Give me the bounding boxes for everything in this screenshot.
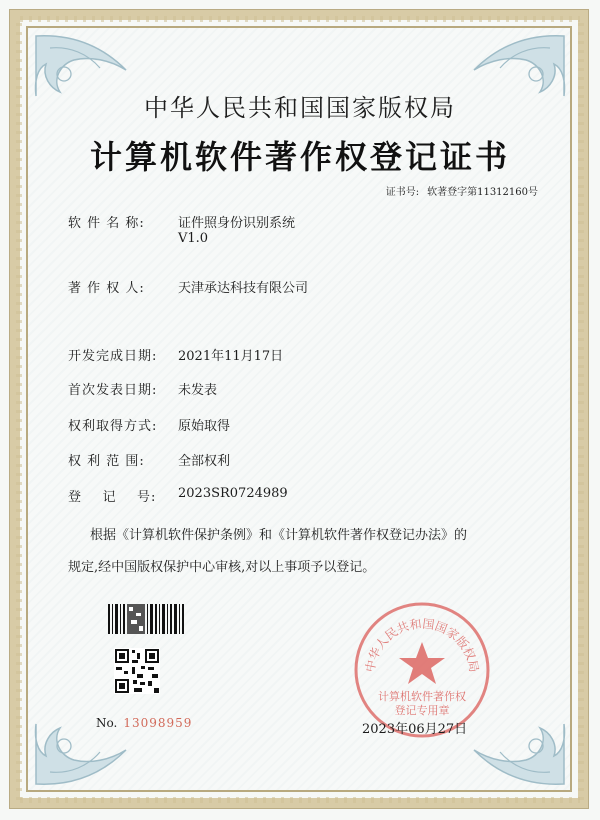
software-name-value: 证件照身份识别系统 (178, 216, 296, 231)
certificate-number-value: 软著登字第11312160号 (427, 187, 538, 198)
registration-number-value: 2023SR0724989 (178, 486, 288, 501)
certificate-serial (96, 716, 192, 730)
legal-statement-line1: 根据《计算机软件保护条例》和《计算机软件著作权登记办法》的 (90, 528, 468, 543)
software-name-row (68, 212, 295, 246)
legal-statement-line2: 规定,经中国版权保护中心审核,对以上事项予以登记。 (68, 560, 376, 575)
certificate-number-label: 证书号: (385, 187, 420, 198)
seal-inner-line2: 登记专用章 (394, 704, 450, 717)
rights-scope-row (68, 450, 230, 469)
issue-date: 2023年06月27日 (362, 722, 468, 737)
legal-statement (68, 520, 538, 584)
certificate-title: 计算机软件著作权登记证书 (89, 138, 510, 176)
software-version-value: V1.0 (178, 231, 209, 246)
barcode-image (108, 604, 184, 634)
seal-outer-text: 中华人民共和国国家版权局 (362, 616, 482, 674)
owner-label: 著 作 权 人: (68, 281, 145, 296)
qr-code-image (114, 648, 160, 694)
corner-ornament-icon (30, 690, 150, 790)
dev-date-row (68, 345, 283, 364)
fret-pattern-bottom (20, 797, 580, 803)
registration-number-label: 登 记 号: (68, 490, 157, 505)
publish-date-label: 首次发表日期: (68, 383, 158, 398)
software-name-label: 软 件 名 称: (68, 216, 145, 231)
acquire-method-row (68, 415, 230, 434)
certificate-number (386, 183, 538, 198)
registration-number-row (68, 486, 288, 505)
dev-date-label: 开发完成日期: (68, 349, 158, 364)
software-name-value-block (178, 212, 295, 246)
acquire-method-label: 权利取得方式: (68, 419, 158, 434)
publish-date-row (68, 379, 217, 398)
issuing-agency-heading: 中华人民共和国国家版权局 (144, 94, 456, 122)
publish-date-value: 未发表 (178, 383, 218, 398)
seal-inner-line1: 计算机软件著作权 (378, 690, 466, 703)
owner-row (68, 277, 308, 296)
owner-value: 天津承达科技有限公司 (178, 281, 309, 296)
rights-scope-label: 权 利 范 围: (68, 454, 145, 469)
serial-label: No. (96, 716, 118, 730)
serial-number: 13098959 (123, 716, 193, 730)
fret-pattern-top (20, 16, 580, 22)
acquire-method-value: 原始取得 (178, 419, 231, 434)
rights-scope-value: 全部权利 (178, 454, 231, 469)
dev-date-value: 2021年11月17日 (178, 349, 284, 364)
